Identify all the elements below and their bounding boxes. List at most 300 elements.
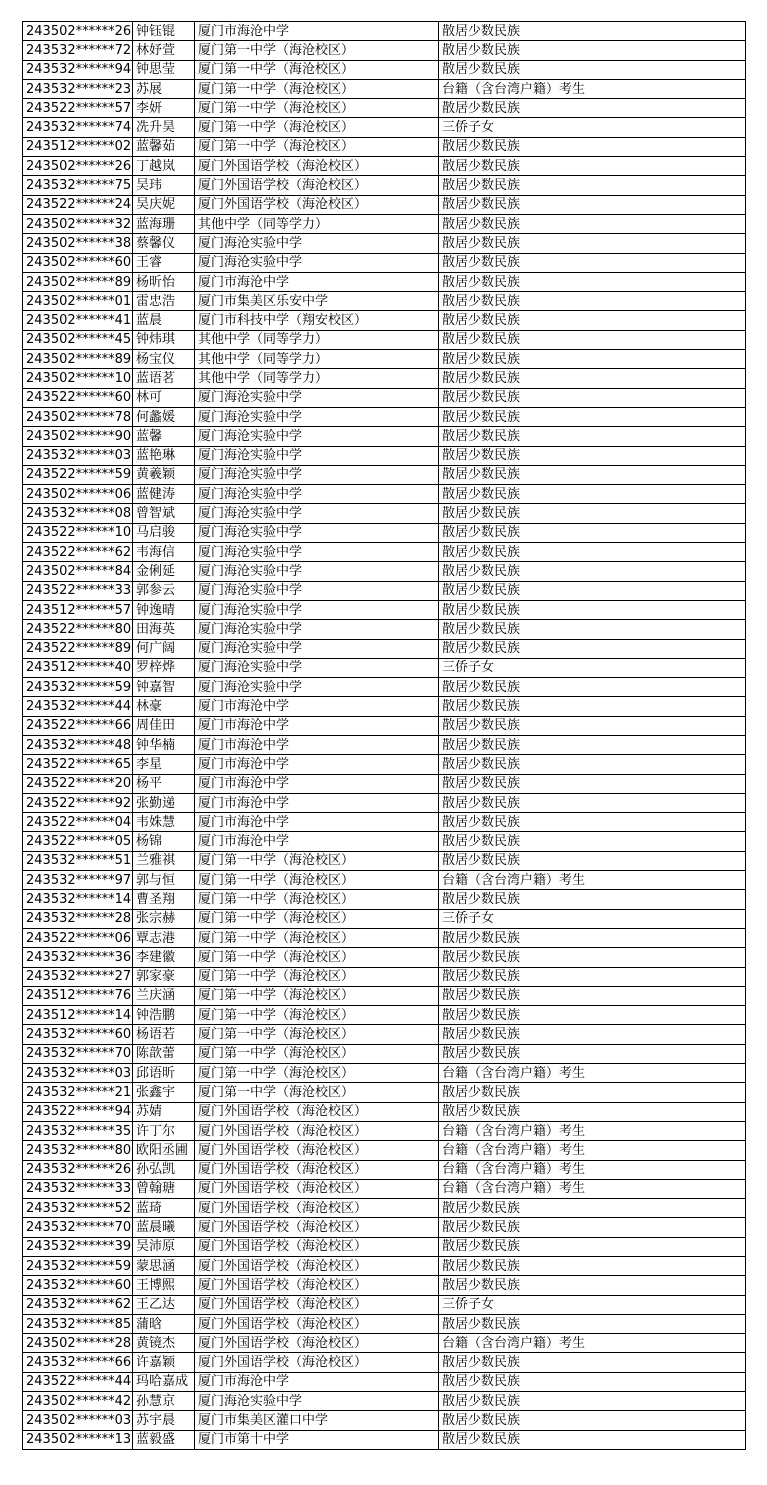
student-name-cell: 杨平 [133,774,195,793]
table-row [23,890,746,909]
table-row [23,407,746,426]
category-cell: 散居少数民族 [439,1276,746,1295]
table-row [23,1430,746,1449]
school-cell: 厦门市第十中学 [195,1430,439,1449]
school-cell: 厦门海沧实验中学 [195,620,439,639]
category-cell: 散居少数民族 [439,1257,746,1276]
student-name-cell: 钟嘉智 [133,678,195,697]
school-cell: 厦门海沧实验中学 [195,407,439,426]
exam-number-cell: 243522******62 [23,543,133,562]
category-cell: 散居少数民族 [439,1353,746,1372]
category-cell: 散居少数民族 [439,600,746,619]
table-row [23,234,746,253]
exam-number-cell: 243502******13 [23,1430,133,1449]
exam-number-cell: 243532******60 [23,1276,133,1295]
table-row [23,465,746,484]
category-cell: 散居少数民族 [439,504,746,523]
school-cell: 厦门外国语学校（海沧校区） [195,1179,439,1198]
student-name-cell: 蓝语茗 [133,369,195,388]
category-cell: 三侨子女 [439,658,746,677]
student-name-cell: 雷忠浩 [133,292,195,311]
exam-number-cell: 243532******52 [23,1199,133,1218]
table-row [23,485,746,504]
category-cell: 散居少数民族 [439,214,746,233]
school-cell: 厦门海沧实验中学 [195,639,439,658]
student-name-cell: 钟炜琪 [133,330,195,349]
school-cell: 厦门海沧实验中学 [195,234,439,253]
school-cell: 厦门海沧实验中学 [195,678,439,697]
table-row [23,1199,746,1218]
category-cell: 散居少数民族 [439,774,746,793]
student-name-cell: 苏展 [133,79,195,98]
exam-number-cell: 243522******05 [23,832,133,851]
category-cell: 散居少数民族 [439,446,746,465]
student-name-cell: 林豪 [133,697,195,716]
student-name-cell: 周佳田 [133,716,195,735]
exam-number-cell: 243532******23 [23,79,133,98]
exam-number-cell: 243502******78 [23,407,133,426]
table-row [23,195,746,214]
school-cell: 厦门海沧实验中学 [195,523,439,542]
exam-number-cell: 243532******21 [23,1083,133,1102]
table-row [23,1044,746,1063]
student-name-cell: 吴庆妮 [133,195,195,214]
table-row [23,214,746,233]
exam-number-cell: 243522******92 [23,793,133,812]
table-row [23,562,746,581]
exam-number-cell: 243502******26 [23,157,133,176]
school-cell: 厦门第一中学（海沧校区） [195,99,439,118]
school-cell: 厦门第一中学（海沧校区） [195,909,439,928]
exam-number-cell: 243502******89 [23,272,133,291]
table-row [23,967,746,986]
table-row [23,1064,746,1083]
student-name-cell: 蓝海珊 [133,214,195,233]
student-name-cell: 郭与恒 [133,871,195,890]
category-cell: 散居少数民族 [439,1392,746,1411]
table-row [23,1083,746,1102]
exam-number-cell: 243502******06 [23,485,133,504]
student-name-cell: 蓝健涛 [133,485,195,504]
school-cell: 厦门第一中学（海沧校区） [195,60,439,79]
student-name-cell: 钟华楠 [133,735,195,754]
student-name-cell: 钟浩鹏 [133,1006,195,1025]
table-row [23,41,746,60]
exam-number-cell: 243532******74 [23,118,133,137]
category-cell: 散居少数民族 [439,60,746,79]
student-name-cell: 张宗赫 [133,909,195,928]
category-cell: 散居少数民族 [439,311,746,330]
table-row [23,581,746,600]
exam-number-cell: 243522******24 [23,195,133,214]
school-cell: 厦门第一中学（海沧校区） [195,1025,439,1044]
student-name-cell: 兰雅祺 [133,851,195,870]
table-row [23,523,746,542]
student-name-cell: 蓝馨 [133,427,195,446]
school-cell: 厦门市海沧中学 [195,774,439,793]
school-cell: 其他中学（同等学力） [195,369,439,388]
table-row [23,1160,746,1179]
school-cell: 厦门海沧实验中学 [195,446,439,465]
exam-number-cell: 243532******70 [23,1044,133,1063]
exam-number-cell: 243522******94 [23,1102,133,1121]
exam-number-cell: 243522******04 [23,813,133,832]
student-name-cell: 王乙达 [133,1295,195,1314]
student-name-cell: 钟钰锟 [133,22,195,41]
school-cell: 其他中学（同等学力） [195,350,439,369]
category-cell: 台籍（含台湾户籍）考生 [439,871,746,890]
school-cell: 厦门市海沧中学 [195,832,439,851]
exam-number-cell: 243522******80 [23,620,133,639]
student-name-cell: 罗梓烨 [133,658,195,677]
school-cell: 厦门外国语学校（海沧校区） [195,1160,439,1179]
table-row [23,22,746,41]
student-name-cell: 蓝毅盛 [133,1430,195,1449]
category-cell: 散居少数民族 [439,407,746,426]
student-name-cell: 欧阳丞圃 [133,1141,195,1160]
category-cell: 散居少数民族 [439,1237,746,1256]
table-row [23,1372,746,1391]
school-cell: 厦门海沧实验中学 [195,1392,439,1411]
school-cell: 其他中学（同等学力） [195,330,439,349]
exam-number-cell: 243532******44 [23,697,133,716]
table-row [23,427,746,446]
category-cell: 三侨子女 [439,909,746,928]
exam-number-cell: 243522******06 [23,928,133,947]
student-name-cell: 蓝晨曦 [133,1218,195,1237]
table-row [23,292,746,311]
roster-body [23,22,746,1450]
school-cell: 厦门海沧实验中学 [195,427,439,446]
school-cell: 厦门海沧实验中学 [195,465,439,484]
exam-number-cell: 243502******32 [23,214,133,233]
student-name-cell: 林可 [133,388,195,407]
student-name-cell: 吴沛原 [133,1237,195,1256]
category-cell: 散居少数民族 [439,195,746,214]
student-name-cell: 苏宇晨 [133,1411,195,1430]
category-cell: 散居少数民族 [439,986,746,1005]
exam-number-cell: 243532******48 [23,735,133,754]
student-name-cell: 曾智斌 [133,504,195,523]
exam-number-cell: 243532******70 [23,1218,133,1237]
exam-number-cell: 243532******62 [23,1295,133,1314]
category-cell: 散居少数民族 [439,1199,746,1218]
table-row [23,851,746,870]
table-row [23,504,746,523]
table-row [23,1353,746,1372]
table-row [23,311,746,330]
exam-number-cell: 243502******03 [23,1411,133,1430]
school-cell: 厦门外国语学校（海沧校区） [195,157,439,176]
student-name-cell: 曾翰瑭 [133,1179,195,1198]
table-row [23,446,746,465]
school-cell: 厦门海沧实验中学 [195,658,439,677]
category-cell: 散居少数民族 [439,697,746,716]
table-row [23,79,746,98]
school-cell: 厦门外国语学校（海沧校区） [195,1121,439,1140]
category-cell: 散居少数民族 [439,832,746,851]
category-cell: 散居少数民族 [439,388,746,407]
school-cell: 厦门外国语学校（海沧校区） [195,1218,439,1237]
category-cell: 三侨子女 [439,1295,746,1314]
exam-number-cell: 243512******40 [23,658,133,677]
student-name-cell: 冼升昊 [133,118,195,137]
exam-number-cell: 243532******14 [23,890,133,909]
category-cell: 散居少数民族 [439,330,746,349]
student-name-cell: 郭参云 [133,581,195,600]
student-name-cell: 许嘉颖 [133,1353,195,1372]
category-cell: 散居少数民族 [439,735,746,754]
table-row [23,1276,746,1295]
category-cell: 散居少数民族 [439,890,746,909]
student-name-cell: 黄羲颖 [133,465,195,484]
category-cell: 散居少数民族 [439,1006,746,1025]
category-cell: 散居少数民族 [439,99,746,118]
table-row [23,1411,746,1430]
table-row [23,774,746,793]
school-cell: 厦门市海沧中学 [195,755,439,774]
exam-number-cell: 243502******89 [23,350,133,369]
student-name-cell: 钟思莹 [133,60,195,79]
school-cell: 厦门市海沧中学 [195,22,439,41]
category-cell: 散居少数民族 [439,234,746,253]
table-row [23,272,746,291]
table-row [23,350,746,369]
category-cell: 散居少数民族 [439,157,746,176]
school-cell: 厦门第一中学（海沧校区） [195,1044,439,1063]
school-cell: 厦门第一中学（海沧校区） [195,1083,439,1102]
exam-number-cell: 243532******75 [23,176,133,195]
exam-number-cell: 243502******84 [23,562,133,581]
table-row [23,639,746,658]
exam-number-cell: 243512******14 [23,1006,133,1025]
student-name-cell: 李建徽 [133,948,195,967]
student-name-cell: 金俐延 [133,562,195,581]
exam-number-cell: 243522******10 [23,523,133,542]
exam-number-cell: 243512******57 [23,600,133,619]
school-cell: 厦门海沧实验中学 [195,388,439,407]
category-cell: 散居少数民族 [439,1411,746,1430]
exam-number-cell: 243532******59 [23,1257,133,1276]
student-name-cell: 蒲晗 [133,1314,195,1333]
exam-number-cell: 243502******10 [23,369,133,388]
table-row [23,1392,746,1411]
category-cell: 散居少数民族 [439,562,746,581]
school-cell: 厦门外国语学校（海沧校区） [195,1141,439,1160]
school-cell: 厦门第一中学（海沧校区） [195,967,439,986]
table-row [23,928,746,947]
table-row [23,716,746,735]
student-name-cell: 吴玮 [133,176,195,195]
student-name-cell: 李星 [133,755,195,774]
student-name-cell: 蓝艳琳 [133,446,195,465]
school-cell: 厦门外国语学校（海沧校区） [195,1295,439,1314]
school-cell: 厦门市海沧中学 [195,272,439,291]
table-row [23,658,746,677]
table-row [23,793,746,812]
student-name-cell: 杨宝仪 [133,350,195,369]
exam-number-cell: 243532******33 [23,1179,133,1198]
school-cell: 厦门外国语学校（海沧校区） [195,1353,439,1372]
table-row [23,157,746,176]
category-cell: 散居少数民族 [439,272,746,291]
category-cell: 台籍（含台湾户籍）考生 [439,79,746,98]
exam-number-cell: 243522******59 [23,465,133,484]
category-cell: 散居少数民族 [439,793,746,812]
table-row [23,1218,746,1237]
school-cell: 厦门第一中学（海沧校区） [195,137,439,156]
student-name-cell: 何广阔 [133,639,195,658]
table-row [23,697,746,716]
exam-number-cell: 243532******94 [23,60,133,79]
category-cell: 散居少数民族 [439,350,746,369]
school-cell: 厦门市海沧中学 [195,1372,439,1391]
category-cell: 台籍（含台湾户籍）考生 [439,1141,746,1160]
exam-number-cell: 243532******03 [23,446,133,465]
table-row [23,755,746,774]
school-cell: 厦门第一中学（海沧校区） [195,1064,439,1083]
category-cell: 散居少数民族 [439,1372,746,1391]
student-name-cell: 黄镜杰 [133,1334,195,1353]
student-name-cell: 李妍 [133,99,195,118]
school-cell: 厦门海沧实验中学 [195,485,439,504]
table-row [23,735,746,754]
category-cell: 散居少数民族 [439,465,746,484]
student-name-cell: 蒙思涵 [133,1257,195,1276]
table-row [23,1121,746,1140]
category-cell: 台籍（含台湾户籍）考生 [439,1179,746,1198]
category-cell: 散居少数民族 [439,948,746,967]
table-row [23,678,746,697]
table-row [23,388,746,407]
category-cell: 散居少数民族 [439,1044,746,1063]
exam-number-cell: 243532******66 [23,1353,133,1372]
school-cell: 厦门外国语学校（海沧校区） [195,1334,439,1353]
category-cell: 散居少数民族 [439,369,746,388]
table-row [23,1295,746,1314]
school-cell: 厦门海沧实验中学 [195,581,439,600]
category-cell: 散居少数民族 [439,581,746,600]
category-cell: 散居少数民族 [439,485,746,504]
school-cell: 厦门第一中学（海沧校区） [195,851,439,870]
category-cell: 散居少数民族 [439,523,746,542]
student-name-cell: 许丁尔 [133,1121,195,1140]
table-row [23,253,746,272]
table-row [23,986,746,1005]
exam-number-cell: 243502******41 [23,311,133,330]
exam-number-cell: 243502******90 [23,427,133,446]
school-cell: 厦门海沧实验中学 [195,253,439,272]
student-name-cell: 田海英 [133,620,195,639]
exam-number-cell: 243502******26 [23,22,133,41]
table-row [23,909,746,928]
category-cell: 散居少数民族 [439,967,746,986]
category-cell: 散居少数民族 [439,755,746,774]
school-cell: 厦门第一中学（海沧校区） [195,948,439,967]
student-name-cell: 杨锦 [133,832,195,851]
table-row [23,871,746,890]
student-name-cell: 曹圣翔 [133,890,195,909]
school-cell: 厦门第一中学（海沧校区） [195,79,439,98]
exam-number-cell: 243532******03 [23,1064,133,1083]
school-cell: 厦门市科技中学（翔安校区） [195,311,439,330]
category-cell: 散居少数民族 [439,851,746,870]
exam-number-cell: 243522******57 [23,99,133,118]
table-row [23,1006,746,1025]
table-row [23,1141,746,1160]
student-name-cell: 覃志港 [133,928,195,947]
exam-number-cell: 243512******02 [23,137,133,156]
exam-number-cell: 243532******97 [23,871,133,890]
student-name-cell: 兰庆涵 [133,986,195,1005]
exam-number-cell: 243502******45 [23,330,133,349]
table-row [23,137,746,156]
exam-number-cell: 243532******36 [23,948,133,967]
category-cell: 台籍（含台湾户籍）考生 [439,1064,746,1083]
school-cell: 厦门海沧实验中学 [195,600,439,619]
table-row [23,600,746,619]
school-cell: 厦门海沧实验中学 [195,562,439,581]
exam-number-cell: 243532******59 [23,678,133,697]
category-cell: 散居少数民族 [439,620,746,639]
category-cell: 散居少数民族 [439,543,746,562]
student-name-cell: 邱语昕 [133,1064,195,1083]
school-cell: 厦门海沧实验中学 [195,504,439,523]
student-name-cell: 杨昕怡 [133,272,195,291]
school-cell: 其他中学（同等学力） [195,214,439,233]
exam-number-cell: 243502******38 [23,234,133,253]
table-row [23,99,746,118]
exam-number-cell: 243522******44 [23,1372,133,1391]
school-cell: 厦门市海沧中学 [195,697,439,716]
school-cell: 厦门外国语学校（海沧校区） [195,1199,439,1218]
exam-number-cell: 243502******60 [23,253,133,272]
student-name-cell: 孙弘凯 [133,1160,195,1179]
category-cell: 散居少数民族 [439,1218,746,1237]
student-name-cell: 蓝晨 [133,311,195,330]
table-row [23,832,746,851]
school-cell: 厦门第一中学（海沧校区） [195,1006,439,1025]
table-row [23,1102,746,1121]
category-cell: 三侨子女 [439,118,746,137]
school-cell: 厦门第一中学（海沧校区） [195,890,439,909]
student-name-cell: 蓝馨茹 [133,137,195,156]
exam-number-cell: 243532******72 [23,41,133,60]
school-cell: 厦门外国语学校（海沧校区） [195,195,439,214]
student-name-cell: 蔡馨仪 [133,234,195,253]
category-cell: 散居少数民族 [439,137,746,156]
student-name-cell: 钟逸晴 [133,600,195,619]
school-cell: 厦门第一中学（海沧校区） [195,118,439,137]
table-row [23,1025,746,1044]
exam-number-cell: 243532******28 [23,909,133,928]
school-cell: 厦门第一中学（海沧校区） [195,986,439,1005]
category-cell: 台籍（含台湾户籍）考生 [439,1121,746,1140]
student-name-cell: 张勤递 [133,793,195,812]
exam-number-cell: 243532******08 [23,504,133,523]
exam-number-cell: 243532******60 [23,1025,133,1044]
category-cell: 散居少数民族 [439,292,746,311]
student-name-cell: 张鑫宇 [133,1083,195,1102]
exam-number-cell: 243522******89 [23,639,133,658]
category-cell: 散居少数民族 [439,1314,746,1333]
table-row [23,1179,746,1198]
table-row [23,60,746,79]
school-cell: 厦门市海沧中学 [195,813,439,832]
exam-number-cell: 243532******85 [23,1314,133,1333]
school-cell: 厦门外国语学校（海沧校区） [195,176,439,195]
school-cell: 厦门海沧实验中学 [195,543,439,562]
